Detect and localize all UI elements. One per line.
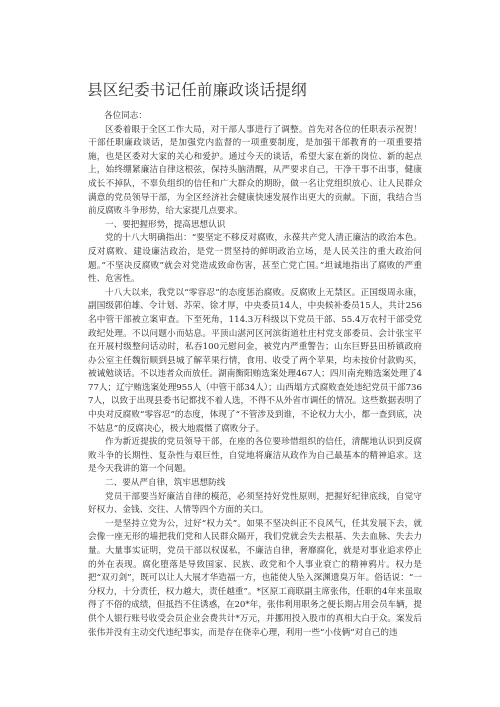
section-heading: 一、要把握形势，提高思想认识 xyxy=(105,219,226,230)
document-body xyxy=(88,110,422,640)
section-heading: 二、要从严自律，筑牢思想防线 xyxy=(105,478,226,489)
paragraph: 党员干部要当好廉洁自律的模范，必须坚持好党性原则，把握好纪律底线，自觉守好权力、金钱、交往、人情等四个方面的关口。 xyxy=(88,491,422,516)
paragraph: 区委着眼于全区工作大局，对干部人事进行了调整。首先对各位的任职表示祝贺！干部任职廉政谈话，是加强党内监督的一项重要制度，是加强干部教育的一项重要措施，也是区委对大家的关心和爱护。通过今天的谈话，希望大家在新的岗位、新的起点上，始终绷紧廉洁自律这根弦，保持头脑清醒，从严要求自己，干净干事不出事，健康成长不掉队，不辜负组织的信任和广大群众的期盼，做一名让党组织放心、让人民群众满意的党员领导干部，为全区经济社会健康快速发展作出更大的贡献。下面，我结合当前反腐败斗争形势，给大家提几点要求。 xyxy=(88,124,422,217)
paragraph: 党的十八大明确指出：“要坚定不移反对腐败，永葆共产党人清正廉洁的政治本色。反对腐败、建设廉洁政治，是党一贯坚持的鲜明政治立场，是人民关注的重大政治问题。”不坚决反腐败”就会对党造成致命伤害，甚至亡党亡国。”坦诚地指出了腐败的严重性、危害性。 xyxy=(88,233,422,285)
paragraph: 一是坚持立党为公，过好“权力关”。如果不坚决纠正不良风气，任其发展下去，就会像一座无形的墙把我们党和人民群众隔开，我们党就会失去根基、失去血脉、失去力量。大量事实证明，党员干部以权谋私，不廉洁自律，奢靡腐化，就是对事业追求停止的外在表现。腐化堕落是导致国家、民族、政党和个人事业衰亡的精神鸦片。权力是把“双刃剑”，既可以让人大展才华造福一方，也能使人坠入深渊遗臭万年。俗话说：“一分权力，十分责任，权力越大，责任越重”。*区原工商联副主席张伟，任职的4年来虽取得了不俗的成绩，但抵挡不住诱惑，在20*年，张伟利用职务之便长期占用会员车辆，提供个人银行账号收受会员企业会费共计*万元，并挪用投入股市的真相大白于众。案发后张伟并没有主动交代违纪事实，而是存在侥幸心理，利用一些“小伎俩”对自己的违 xyxy=(88,518,422,638)
document-title: 县区纪委书记任前廉政谈话提纲 xyxy=(87,81,307,99)
paragraph: 作为新近提拔的党员领导干部，在座的各位要珍惜组织的信任，清醒地认识到反腐败斗争的长期性、复杂性与艰巨性，自觉地将廉洁从政作为自己最基本的精神追求。这是今天我讲的第一个问题。 xyxy=(88,437,422,475)
salutation: 各位同志： xyxy=(104,111,147,121)
paragraph: 十八大以来，我党以“零容忍”的态度惩治腐败。反腐败上无禁区。正国级周永康，副国级郭伯雄、令计划、苏荣、徐才厚，中央委员14人，中央候补委员15人，共计256名中管干部被立案审查。下至死角，114.3万科级以下党员干部、55.4万农村干部受党政纪处理。不以问题小而姑息。平顶山湛河区河滨街道杜庄村党支部委员、会计张宝平在开展村级整问话动时，私吞100元慰问金，被党内严重警告；山东巨野县田桥镇政府办公室主任魏衍顺到县城了解苹果行情，食用、收受了两个苹果，均未按价付款购买，被诫勉谈话。不以违者众而放任。湖南衡阳贿选案处理467人；四川南充贿选案处理了477人；辽宁贿选案处理955人（中管干部34人）；山西塌方式腐败查处违纪党员干部7367人，以致于出现县委书记都找不着人选，不得不从外省市调任的情况。这些数据表明了中央对反腐败“零容忍”的态度，体现了“不管涉及到谁，不论权力大小，都一查到底，决不姑息”的反腐决心，极大地震慑了腐败分子。 xyxy=(88,287,422,434)
